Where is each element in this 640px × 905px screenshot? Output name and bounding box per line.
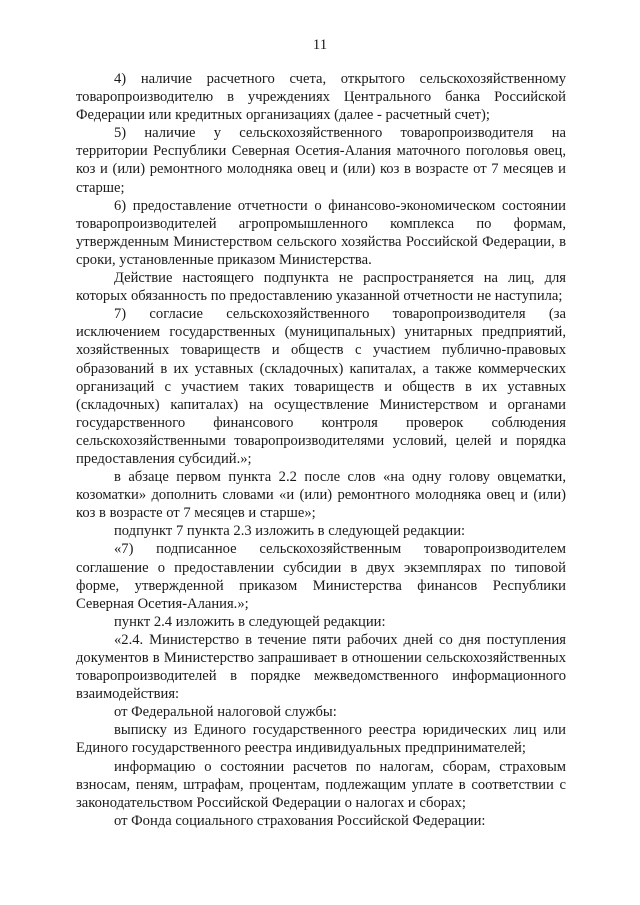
document-body — [76, 70, 566, 830]
page-number: 11 — [312, 37, 328, 53]
paragraph: подпункт 7 пункта 2.3 изложить в следующей редакции: — [114, 523, 466, 540]
paragraph: Действие настоящего подпункта не распространяется на лиц, для которых обязанность по предоставлению указанной отчетности не наступила; — [76, 270, 566, 305]
paragraph: 5) наличие у сельскохозяйственного товаропроизводителя на территории Республики Северная Осетия-Алания маточного поголовья овец, коз и (или) ремонтного молодняка овец и (или) коз в возрасте от 7 месяцев и старше; — [76, 125, 566, 196]
paragraph: пункт 2.4 изложить в следующей редакции: — [114, 613, 386, 630]
paragraph: 6) предоставление отчетности о финансово-экономическом состоянии товаропроизводителей агропромышленного комплекса по формам, утвержденным Министерством сельского хозяйства Российской Федерации, в сроки, установленные приказом Министерства. — [76, 197, 566, 268]
paragraph: 4) наличие расчетного счета, открытого сельскохозяйственному товаропроизводителю в учреждениях Центрального банка Российской Федерации или кредитных организациях (далее - расчетный счет); — [76, 71, 566, 124]
paragraph: от Фонда социального страхования Российской Федерации: — [114, 812, 486, 829]
paragraph: выписку из Единого государственного реестра юридических лиц или Единого государственного реестра индивидуальных предпринимателей; — [76, 722, 566, 757]
paragraph: информацию о состоянии расчетов по налогам, сборам, страховым взносам, пеням, штрафам, процентам, подлежащим уплате в соответствии с законодательством Российской Федерации о налогах и сборах; — [76, 758, 566, 811]
paragraph: «2.4. Министерство в течение пяти рабочих дней со дня поступления документов в Министерство запрашивает в отношении сельскохозяйственных товаропроизводителей в порядке межведомственного информационного взаимодействия: — [76, 631, 566, 703]
paragraph: в абзаце первом пункта 2.2 после слов «на одну голову овцематки, козоматки» дополнить словами «и (или) ремонтного молодняка овец и (или) коз в возрасте от 7 месяцев и старше»; — [76, 469, 566, 522]
paragraph: от Федеральной налоговой службы: — [114, 704, 337, 721]
paragraph: «7) подписанное сельскохозяйственным товаропроизводителем соглашение о предоставлении субсидии в двух экземплярах по типовой форме, утвержденной приказом Министерства финансов Республики Северная Осетия-Алания.»; — [76, 541, 566, 612]
paragraph: 7) согласие сельскохозяйственного товаропроизводителя (за исключением государственных (муниципальных) унитарных предприятий, хозяйственных товариществ и обществ с участием публично-правовых образований в их уставных (складочных) капиталах, а также коммерческих организаций с участием таких товариществ и обществ в их уставных (складочных) капиталах) на осуществление Министерством и органами государственного финансового контроля проверок соблюдения сельскохозяйственными товаропроизводителями условий, целей и порядка предоставления субсидий.»; — [76, 306, 566, 467]
